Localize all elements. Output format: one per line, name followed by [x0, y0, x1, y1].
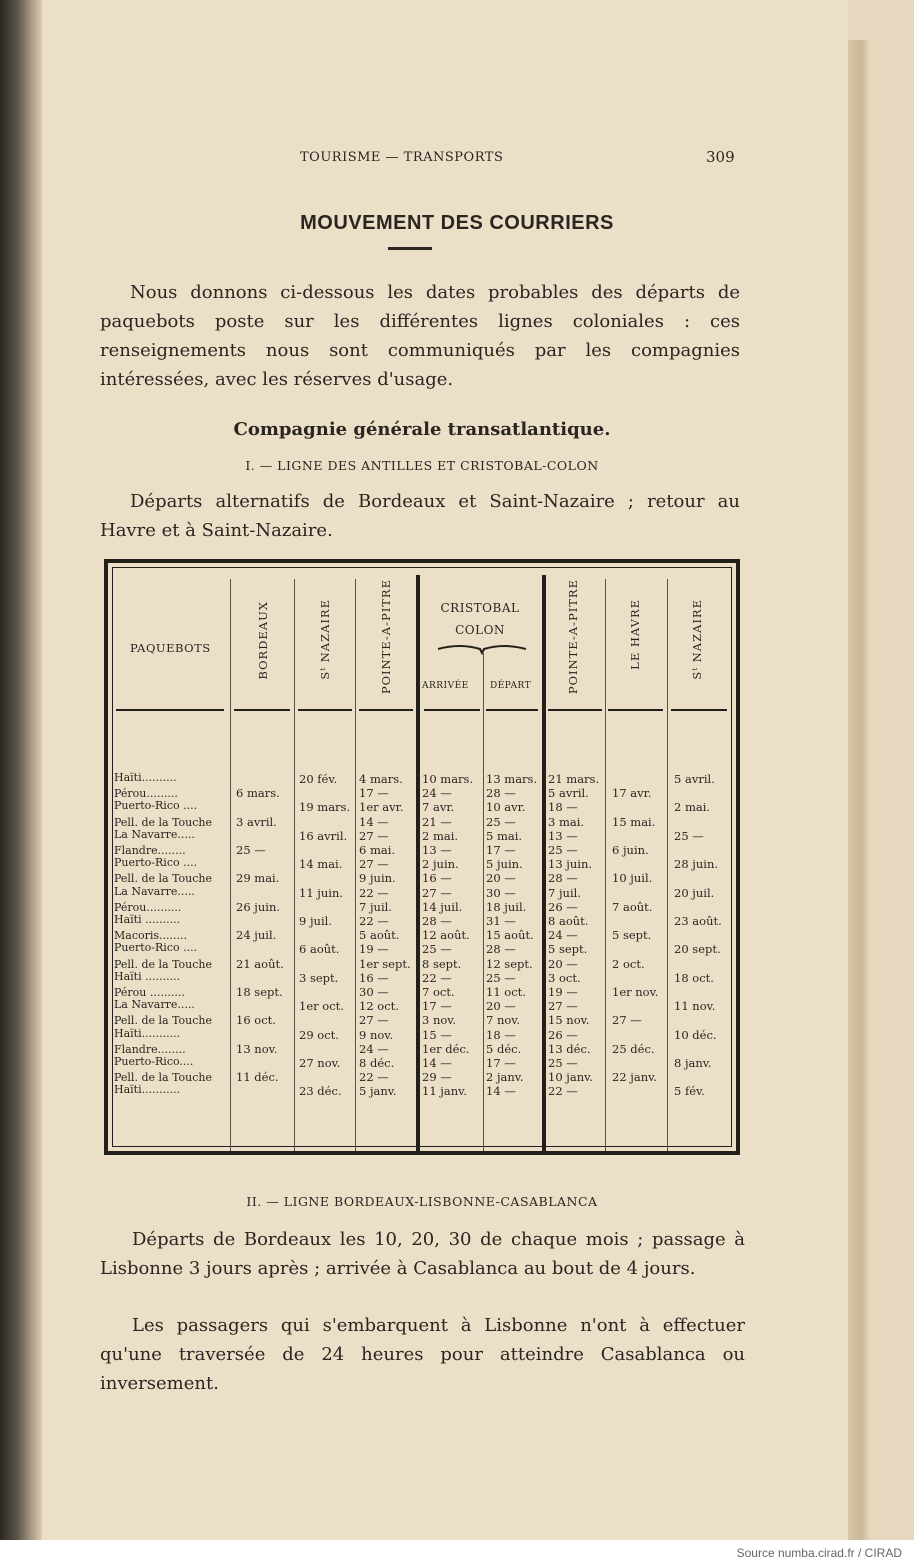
- cristobal-departure: 13 mars.: [486, 772, 538, 786]
- bordeaux-date: 16 oct.: [236, 1013, 276, 1028]
- st-nazaire-return-date: 8 janv.: [674, 1056, 712, 1070]
- st-nazaire-date: 3 sept.: [299, 970, 339, 985]
- pointe-a-pitre-date: 17 —: [359, 786, 389, 801]
- pointe-a-pitre-return-date: 5 sept.: [548, 942, 588, 957]
- header-st-nazaire: Sᵗ NAZAIRE: [318, 599, 332, 680]
- header-underline: [671, 709, 727, 711]
- cristobal-arrival: 28 —: [422, 914, 452, 928]
- pointe-a-pitre-return-date: 28 —: [548, 871, 578, 886]
- bordeaux-date: 3 avril.: [236, 814, 277, 829]
- pointe-a-pitre-return-date: 15 nov.: [548, 1013, 590, 1028]
- cristobal-arrival: 24 —: [422, 786, 452, 801]
- ship-name: Haïti..........: [114, 771, 177, 784]
- pointe-a-pitre-return-date: 26 —: [548, 899, 578, 914]
- cristobal-arrival: 10 mars.: [422, 772, 474, 786]
- pointe-a-pitre-return-date: 19 —: [548, 985, 578, 999]
- cristobal-departure: 18 —: [486, 1027, 516, 1042]
- le-havre-date: 17 avr.: [612, 786, 652, 801]
- cristobal-departure: 31 —: [486, 914, 516, 928]
- bordeaux-date: 24 juil.: [236, 928, 277, 943]
- pointe-a-pitre-date: 4 mars.: [359, 772, 403, 786]
- le-havre-date: 27 —: [612, 1013, 642, 1028]
- cristobal-departure: 28 —: [486, 786, 516, 801]
- le-havre-date: 5 sept.: [612, 928, 652, 943]
- cristobal-departure: 10 avr.: [486, 800, 526, 815]
- brace-icon: [436, 643, 528, 655]
- pointe-a-pitre-date: 8 déc.: [359, 1056, 395, 1070]
- column-divider-thick: [542, 575, 546, 1151]
- pointe-a-pitre-date: 9 juin.: [359, 871, 396, 886]
- header-st-nazaire-return: Sᵗ NAZAIRE: [690, 599, 704, 680]
- header-underline: [424, 709, 480, 711]
- schedule-table: [104, 559, 740, 1155]
- ship-name: Pérou ..........: [114, 986, 185, 999]
- pointe-a-pitre-return-date: 13 déc.: [548, 1041, 591, 1056]
- cristobal-departure: 18 juil.: [486, 899, 527, 914]
- st-nazaire-return-date: 18 oct.: [674, 970, 714, 985]
- cristobal-departure: 30 —: [486, 885, 516, 900]
- cristobal-arrival: 29 —: [422, 1070, 452, 1085]
- st-nazaire-return-date: 2 mai.: [674, 800, 711, 815]
- bordeaux-date: 11 déc.: [236, 1070, 279, 1085]
- line1-heading: I. — LIGNE DES ANTILLES ET CRISTOBAL-COLON: [245, 458, 599, 473]
- header-underline: [116, 709, 224, 711]
- st-nazaire-return-date: 10 déc.: [674, 1027, 717, 1042]
- pointe-a-pitre-date: 27 —: [359, 1013, 389, 1028]
- pointe-a-pitre-date: 9 nov.: [359, 1027, 394, 1042]
- ship-name: Flandre........: [114, 844, 186, 857]
- pointe-a-pitre-return-date: 13 —: [548, 828, 578, 843]
- ship-name: Haïti...........: [114, 1026, 181, 1040]
- ship-name: La Navarre.....: [114, 998, 195, 1012]
- st-nazaire-return-date: 28 juin.: [674, 857, 719, 872]
- st-nazaire-date: 14 mai.: [299, 857, 343, 872]
- page-title: MOUVEMENT DES COURRIERS: [300, 212, 614, 234]
- ship-name: Pell. de la Touche: [114, 957, 213, 971]
- pointe-a-pitre-return-date: 21 mars.: [548, 772, 600, 786]
- pointe-a-pitre-return-date: 13 juin.: [548, 857, 593, 872]
- pointe-a-pitre-date: 12 oct.: [359, 999, 399, 1014]
- cristobal-departure: 25 —: [486, 814, 516, 829]
- ship-name: Puerto-Rico ....: [114, 799, 198, 813]
- le-havre-date: 15 mai.: [612, 814, 656, 829]
- st-nazaire-date: 19 mars.: [299, 800, 351, 815]
- ship-name: La Navarre.....: [114, 884, 195, 898]
- st-nazaire-return-date: 25 —: [674, 828, 704, 843]
- ship-name: Pell. de la Touche: [114, 815, 213, 829]
- st-nazaire-return-date: 5 avril.: [674, 772, 715, 786]
- st-nazaire-date: 11 juin.: [299, 885, 344, 900]
- intro-paragraph: Nous donnons ci-dessous les dates probables des départs de paquebots poste sur les différentes lignes coloniales : ces renseignements nous sont communiqués par les compagnies intéressées, avec les réserves d'usage.: [100, 282, 740, 390]
- st-nazaire-date: 23 déc.: [299, 1084, 342, 1099]
- cristobal-arrival: 7 oct.: [422, 985, 455, 999]
- header-pointe-a-pitre: POINTE-A-PITRE: [379, 579, 393, 695]
- ship-name: Puerto-Rico....: [114, 1055, 194, 1068]
- header-ships: PAQUEBOTS: [130, 641, 211, 655]
- line1-text: Départs alternatifs de Bordeaux et Saint-Nazaire ; retour au Havre et à Saint-Nazaire.: [100, 491, 740, 541]
- line2-text-1: Départs de Bordeaux les 10, 20, 30 de chaque mois ; passage à Lisbonne 3 jours après ; arrivée à Casablanca au bout de 4 jours.: [100, 1229, 745, 1279]
- le-havre-date: 1er nov.: [612, 985, 659, 999]
- cristobal-departure: 17 —: [486, 843, 516, 857]
- ship-name: La Navarre.....: [114, 827, 195, 841]
- pointe-a-pitre-return-date: 7 juil.: [548, 885, 581, 900]
- header-arrivee: ARRIVÉE: [422, 681, 469, 691]
- st-nazaire-date: 9 juil.: [299, 914, 332, 928]
- pointe-a-pitre-return-date: 24 —: [548, 928, 578, 943]
- header-underline: [608, 709, 663, 711]
- st-nazaire-date: 29 oct.: [299, 1027, 339, 1042]
- st-nazaire-return-date: 5 fév.: [674, 1084, 705, 1099]
- ship-name: Pérou.........: [114, 787, 178, 801]
- cristobal-arrival: 25 —: [422, 942, 452, 957]
- cristobal-arrival: 13 —: [422, 843, 452, 857]
- header-underline: [298, 709, 352, 711]
- column-divider-thick: [416, 575, 420, 1151]
- ship-name: Haïti...........: [114, 1083, 181, 1097]
- cristobal-departure: 2 janv.: [486, 1070, 524, 1085]
- cristobal-departure: 20 —: [486, 871, 516, 886]
- cristobal-departure: 5 juin.: [486, 857, 523, 872]
- cristobal-arrival: 8 sept.: [422, 956, 462, 971]
- st-nazaire-date: 27 nov.: [299, 1056, 341, 1070]
- header-pointe-a-pitre-return: POINTE-A-PITRE: [566, 579, 580, 695]
- pointe-a-pitre-return-date: 26 —: [548, 1027, 578, 1042]
- pointe-a-pitre-date: 19 —: [359, 942, 389, 957]
- st-nazaire-date: 20 fév.: [299, 772, 338, 786]
- column-divider: [294, 579, 295, 1151]
- cristobal-arrival: 14 —: [422, 1056, 452, 1070]
- title-rule: [388, 247, 432, 250]
- header-underline: [486, 709, 538, 711]
- bordeaux-date: 25 —: [236, 843, 266, 857]
- header-depart: DÉPART: [490, 681, 532, 691]
- pointe-a-pitre-return-date: 3 mai.: [548, 814, 585, 829]
- st-nazaire-date: 6 août.: [299, 942, 340, 957]
- ship-name: Pell. de la Touche: [114, 1014, 213, 1028]
- column-divider: [483, 653, 484, 1151]
- ship-name: Pell. de la Touche: [114, 872, 213, 886]
- bordeaux-date: 13 nov.: [236, 1041, 278, 1056]
- pointe-a-pitre-date: 27 —: [359, 828, 389, 843]
- st-nazaire-date: 16 avril.: [299, 828, 348, 843]
- pointe-a-pitre-date: 14 —: [359, 814, 389, 829]
- pointe-a-pitre-date: 24 —: [359, 1041, 389, 1056]
- header-bordeaux: BORDEAUX: [256, 601, 270, 680]
- pointe-a-pitre-date: 5 janv.: [359, 1084, 397, 1099]
- le-havre-date: 6 juin.: [612, 843, 649, 857]
- cristobal-departure: 20 —: [486, 999, 516, 1014]
- column-divider: [667, 579, 668, 1151]
- pointe-a-pitre-return-date: 25 —: [548, 1056, 578, 1070]
- cristobal-departure: 12 sept.: [486, 956, 533, 971]
- pointe-a-pitre-date: 5 août.: [359, 928, 400, 943]
- cristobal-departure: 5 mai.: [486, 828, 523, 843]
- cristobal-arrival: 11 janv.: [422, 1084, 467, 1099]
- bordeaux-date: 6 mars.: [236, 786, 280, 801]
- le-havre-date: 22 janv.: [612, 1070, 657, 1085]
- le-havre-date: 25 déc.: [612, 1041, 655, 1056]
- cristobal-departure: 28 —: [486, 942, 516, 957]
- pointe-a-pitre-date: 22 —: [359, 914, 389, 928]
- ship-name: Pell. de la Touche: [114, 1071, 213, 1085]
- cristobal-departure: 15 août.: [486, 928, 534, 943]
- cristobal-departure: 7 nov.: [486, 1013, 521, 1028]
- column-divider: [605, 579, 606, 1151]
- line2-text-2: Les passagers qui s'embarquent à Lisbonne n'ont à effectuer qu'une traversée de 24 heures pour atteindre Casablanca ou inversement.: [100, 1315, 745, 1394]
- bordeaux-date: 21 août.: [236, 956, 284, 971]
- cristobal-arrival: 1er déc.: [422, 1041, 470, 1056]
- ship-name: Puerto-Rico ....: [114, 941, 198, 955]
- pointe-a-pitre-return-date: 5 avril.: [548, 786, 589, 801]
- pointe-a-pitre-return-date: 10 janv.: [548, 1070, 593, 1085]
- pointe-a-pitre-return-date: 8 août.: [548, 914, 589, 928]
- ship-name: Haïti ..........: [114, 969, 181, 983]
- header-le-havre: LE HAVRE: [628, 599, 642, 670]
- bordeaux-date: 18 sept.: [236, 985, 283, 999]
- pointe-a-pitre-date: 1er avr.: [359, 800, 404, 815]
- pointe-a-pitre-date: 27 —: [359, 857, 389, 872]
- bordeaux-date: 26 juin.: [236, 899, 281, 914]
- st-nazaire-return-date: 20 sept.: [674, 942, 721, 957]
- cristobal-arrival: 2 juin.: [422, 857, 459, 872]
- source-credit: Source numba.cirad.fr / CIRAD: [736, 1546, 902, 1560]
- pointe-a-pitre-return-date: 18 —: [548, 800, 578, 815]
- cristobal-arrival: 21 —: [422, 814, 452, 829]
- st-nazaire-return-date: 11 nov.: [674, 999, 716, 1014]
- cristobal-arrival: 14 juil.: [422, 899, 463, 914]
- pointe-a-pitre-return-date: 22 —: [548, 1084, 578, 1099]
- cristobal-departure: 5 déc.: [486, 1041, 522, 1056]
- le-havre-date: 10 juil.: [612, 871, 653, 886]
- column-divider: [230, 579, 231, 1151]
- pointe-a-pitre-date: 16 —: [359, 970, 389, 985]
- running-title: TOURISME — TRANSPORTS: [300, 150, 504, 165]
- cristobal-departure: 17 —: [486, 1056, 516, 1070]
- pointe-a-pitre-date: 7 juil.: [359, 899, 392, 914]
- pointe-a-pitre-date: 30 —: [359, 985, 389, 999]
- cristobal-arrival: 3 nov.: [422, 1013, 457, 1028]
- cristobal-departure: 25 —: [486, 970, 516, 985]
- pointe-a-pitre-return-date: 25 —: [548, 843, 578, 857]
- cristobal-departure: 14 —: [486, 1084, 516, 1099]
- pointe-a-pitre-date: 1er sept.: [359, 956, 411, 971]
- ship-name: Puerto-Rico ....: [114, 856, 198, 870]
- pointe-a-pitre-date: 6 mai.: [359, 843, 396, 857]
- pointe-a-pitre-date: 22 —: [359, 1070, 389, 1085]
- column-divider: [355, 579, 356, 1151]
- header-cristobal-colon: CRISTOBAL COLON: [440, 601, 520, 637]
- header-underline: [359, 709, 413, 711]
- pointe-a-pitre-date: 22 —: [359, 885, 389, 900]
- ship-name: Flandre........: [114, 1042, 186, 1056]
- company-heading: Compagnie générale transatlantique.: [233, 419, 611, 440]
- pointe-a-pitre-return-date: 3 oct.: [548, 970, 581, 985]
- header-underline: [548, 709, 602, 711]
- st-nazaire-return-date: 23 août.: [674, 914, 722, 928]
- ship-name: Haïti ..........: [114, 913, 181, 926]
- ship-name: Macoris........: [114, 929, 187, 943]
- cristobal-arrival: 17 —: [422, 999, 452, 1014]
- cristobal-arrival: 7 avr.: [422, 800, 455, 815]
- bordeaux-date: 29 mai.: [236, 871, 280, 886]
- line2-heading: II. — LIGNE BORDEAUX-LISBONNE-CASABLANCA: [246, 1194, 598, 1209]
- le-havre-date: 7 août.: [612, 899, 653, 914]
- st-nazaire-return-date: 20 juil.: [674, 885, 715, 900]
- cristobal-arrival: 16 —: [422, 871, 452, 886]
- page-edge: [848, 40, 870, 1540]
- page-number: 309: [706, 148, 735, 166]
- cristobal-arrival: 12 août.: [422, 928, 470, 943]
- pointe-a-pitre-return-date: 27 —: [548, 999, 578, 1014]
- cristobal-arrival: 22 —: [422, 970, 452, 985]
- ship-name: Pérou..........: [114, 900, 182, 914]
- cristobal-arrival: 15 —: [422, 1027, 452, 1042]
- st-nazaire-date: 1er oct.: [299, 999, 344, 1014]
- cristobal-arrival: 27 —: [422, 885, 452, 900]
- cristobal-departure: 11 oct.: [486, 985, 526, 999]
- pointe-a-pitre-return-date: 20 —: [548, 956, 578, 971]
- le-havre-date: 2 oct.: [612, 956, 645, 971]
- header-underline: [234, 709, 290, 711]
- cristobal-arrival: 2 mai.: [422, 828, 459, 843]
